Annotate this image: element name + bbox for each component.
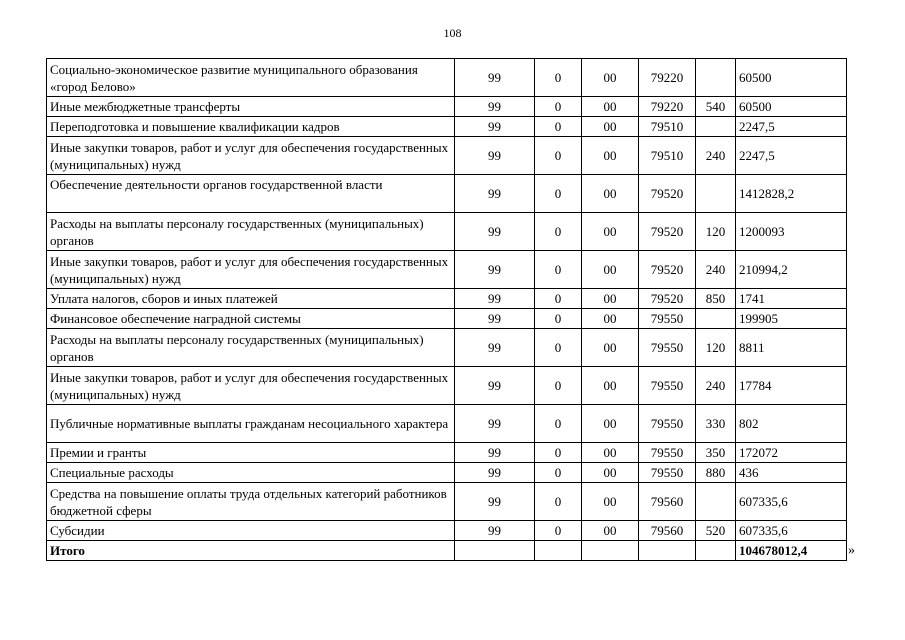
row-expense-type: 240 xyxy=(696,137,736,175)
row-sub: 0 xyxy=(535,521,582,541)
total-label: Итого xyxy=(47,541,455,561)
row-code: 79550 xyxy=(639,443,696,463)
row-program: 99 xyxy=(455,213,535,251)
budget-table xyxy=(46,58,847,561)
row-amount: 2247,5 xyxy=(736,117,847,137)
row-amount: 60500 xyxy=(736,59,847,97)
row-sub: 0 xyxy=(535,97,582,117)
row-name: Специальные расходы xyxy=(47,463,455,483)
row-name: Иные межбюджетные трансферты xyxy=(47,97,455,117)
row-sub: 0 xyxy=(535,367,582,405)
row-amount: 436 xyxy=(736,463,847,483)
row-name: Расходы на выплаты персоналу государственных (муниципальных) органов xyxy=(47,329,455,367)
row-name: Иные закупки товаров, работ и услуг для обеспечения государственных (муниципальных) нужд xyxy=(47,367,455,405)
row-expense-type: 240 xyxy=(696,367,736,405)
table-row xyxy=(47,405,847,443)
row-expense-type: 120 xyxy=(696,213,736,251)
row-program: 99 xyxy=(455,251,535,289)
row-group: 00 xyxy=(582,309,639,329)
row-name: Расходы на выплаты персоналу государственных (муниципальных) органов xyxy=(47,213,455,251)
row-expense-type: 880 xyxy=(696,463,736,483)
row-group: 00 xyxy=(582,367,639,405)
row-group: 00 xyxy=(582,213,639,251)
row-amount: 210994,2 xyxy=(736,251,847,289)
row-sub: 0 xyxy=(535,213,582,251)
table-row xyxy=(47,117,847,137)
row-amount: 1741 xyxy=(736,289,847,309)
table-row xyxy=(47,97,847,117)
row-sub: 0 xyxy=(535,483,582,521)
row-group: 00 xyxy=(582,117,639,137)
row-amount: 199905 xyxy=(736,309,847,329)
row-program: 99 xyxy=(455,405,535,443)
row-sub: 0 xyxy=(535,463,582,483)
row-sub: 0 xyxy=(535,251,582,289)
row-expense-type: 350 xyxy=(696,443,736,463)
row-group: 00 xyxy=(582,463,639,483)
row-expense-type xyxy=(696,59,736,97)
table-row xyxy=(47,175,847,213)
row-expense-type: 520 xyxy=(696,521,736,541)
row-expense-type: 850 xyxy=(696,289,736,309)
row-amount: 607335,6 xyxy=(736,521,847,541)
row-group: 00 xyxy=(582,97,639,117)
row-expense-type: 540 xyxy=(696,97,736,117)
row-expense-type xyxy=(696,483,736,521)
row-amount: 2247,5 xyxy=(736,137,847,175)
table-row xyxy=(47,443,847,463)
row-amount: 1412828,2 xyxy=(736,175,847,213)
row-name: Премии и гранты xyxy=(47,443,455,463)
table-row xyxy=(47,289,847,309)
row-expense-type xyxy=(696,175,736,213)
row-sub: 0 xyxy=(535,117,582,137)
row-code: 79510 xyxy=(639,137,696,175)
row-amount: 607335,6 xyxy=(736,483,847,521)
row-name: Социально-экономическое развитие муниципального образования «город Белово» xyxy=(47,59,455,97)
table-row xyxy=(47,329,847,367)
row-name: Средства на повышение оплаты труда отдельных категорий работников бюджетной сферы xyxy=(47,483,455,521)
closing-quote: » xyxy=(848,543,855,558)
row-program: 99 xyxy=(455,97,535,117)
row-group: 00 xyxy=(582,137,639,175)
total-row xyxy=(47,541,847,561)
row-program: 99 xyxy=(455,309,535,329)
row-sub: 0 xyxy=(535,137,582,175)
row-group: 00 xyxy=(582,251,639,289)
row-expense-type: 120 xyxy=(696,329,736,367)
row-code: 79520 xyxy=(639,289,696,309)
row-code: 79220 xyxy=(639,97,696,117)
row-program: 99 xyxy=(455,443,535,463)
row-sub: 0 xyxy=(535,329,582,367)
row-name: Уплата налогов, сборов и иных платежей xyxy=(47,289,455,309)
row-name: Иные закупки товаров, работ и услуг для обеспечения государственных (муниципальных) нужд xyxy=(47,137,455,175)
row-amount: 172072 xyxy=(736,443,847,463)
row-group: 00 xyxy=(582,521,639,541)
row-name: Финансовое обеспечение наградной системы xyxy=(47,309,455,329)
row-code: 79220 xyxy=(639,59,696,97)
row-group: 00 xyxy=(582,443,639,463)
table-row xyxy=(47,59,847,97)
row-expense-type xyxy=(696,117,736,137)
table-row xyxy=(47,521,847,541)
row-group: 00 xyxy=(582,483,639,521)
table-row xyxy=(47,213,847,251)
row-code: 79550 xyxy=(639,329,696,367)
table-row xyxy=(47,367,847,405)
table-row xyxy=(47,309,847,329)
row-group: 00 xyxy=(582,289,639,309)
row-program: 99 xyxy=(455,329,535,367)
row-sub: 0 xyxy=(535,59,582,97)
row-program: 99 xyxy=(455,59,535,97)
row-sub: 0 xyxy=(535,405,582,443)
table-row xyxy=(47,137,847,175)
row-code: 79520 xyxy=(639,251,696,289)
row-program: 99 xyxy=(455,289,535,309)
row-name: Субсидии xyxy=(47,521,455,541)
row-program: 99 xyxy=(455,117,535,137)
row-program: 99 xyxy=(455,483,535,521)
row-program: 99 xyxy=(455,137,535,175)
row-code: 79520 xyxy=(639,175,696,213)
row-group: 00 xyxy=(582,59,639,97)
row-group: 00 xyxy=(582,405,639,443)
row-expense-type xyxy=(696,309,736,329)
row-code: 79550 xyxy=(639,405,696,443)
row-code: 79520 xyxy=(639,213,696,251)
row-code: 79560 xyxy=(639,483,696,521)
row-program: 99 xyxy=(455,521,535,541)
row-sub: 0 xyxy=(535,443,582,463)
row-code: 79550 xyxy=(639,309,696,329)
row-code: 79560 xyxy=(639,521,696,541)
row-sub: 0 xyxy=(535,175,582,213)
row-program: 99 xyxy=(455,463,535,483)
row-amount: 802 xyxy=(736,405,847,443)
row-amount: 17784 xyxy=(736,367,847,405)
row-amount: 60500 xyxy=(736,97,847,117)
total-amount: 104678012,4 xyxy=(736,541,847,561)
row-amount: 1200093 xyxy=(736,213,847,251)
row-program: 99 xyxy=(455,175,535,213)
row-group: 00 xyxy=(582,329,639,367)
table-row xyxy=(47,463,847,483)
table-row xyxy=(47,483,847,521)
row-code: 79550 xyxy=(639,367,696,405)
row-sub: 0 xyxy=(535,289,582,309)
row-name: Иные закупки товаров, работ и услуг для обеспечения государственных (муниципальных) нужд xyxy=(47,251,455,289)
table-row xyxy=(47,251,847,289)
row-expense-type: 240 xyxy=(696,251,736,289)
row-name: Переподготовка и повышение квалификации кадров xyxy=(47,117,455,137)
row-program: 99 xyxy=(455,367,535,405)
row-group: 00 xyxy=(582,175,639,213)
row-code: 79510 xyxy=(639,117,696,137)
row-amount: 8811 xyxy=(736,329,847,367)
row-name: Публичные нормативные выплаты гражданам несоциального характера xyxy=(47,405,455,443)
row-expense-type: 330 xyxy=(696,405,736,443)
page-number: 108 xyxy=(443,26,462,40)
row-name: Обеспечение деятельности органов государственной власти xyxy=(47,175,455,213)
row-code: 79550 xyxy=(639,463,696,483)
row-sub: 0 xyxy=(535,309,582,329)
